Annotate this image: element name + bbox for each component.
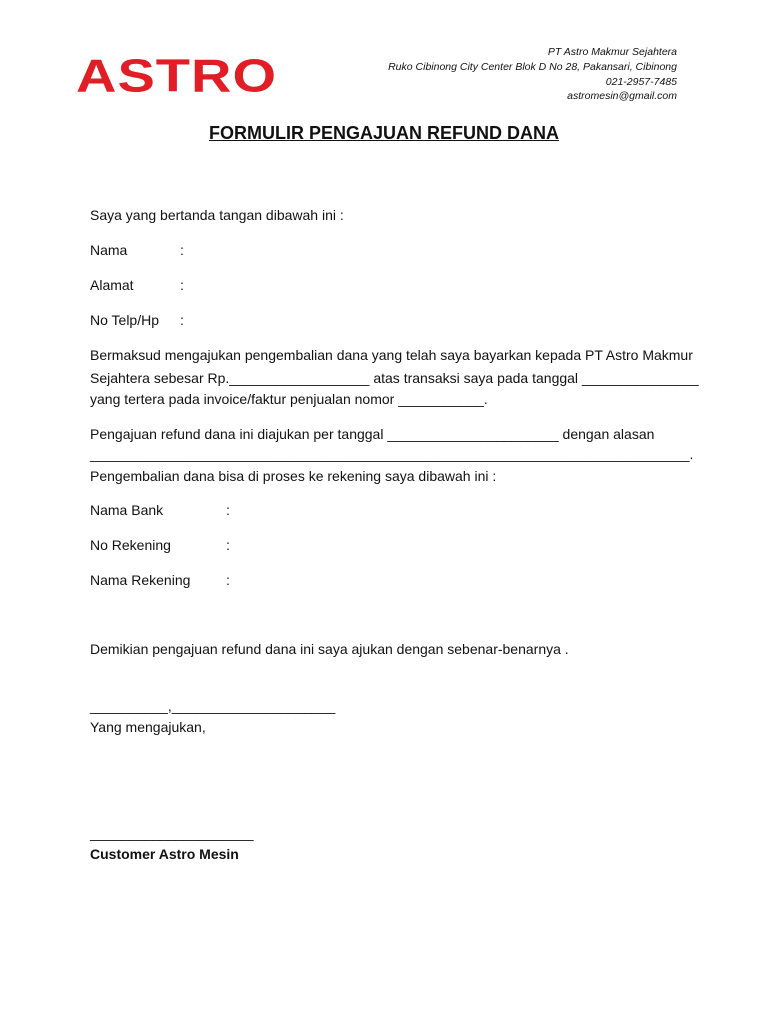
customer-label: Customer Astro Mesin <box>90 846 239 862</box>
company-email: astromesin@gmail.com <box>567 90 677 102</box>
label-no-rekening: No Rekening <box>90 537 171 553</box>
astro-logo: ASTRO <box>76 49 277 102</box>
label-nama: Nama <box>90 242 128 258</box>
colon-no-rekening: : <box>226 537 230 553</box>
paragraph1-line1: Bermaksud mengajukan pengembalian dana yang telah saya bayarkan kepada PT Astro Makmur <box>90 347 693 363</box>
label-telp: No Telp/Hp <box>90 312 160 328</box>
label-nama-rekening: Nama Rekening <box>90 572 191 588</box>
company-name: PT Astro Makmur Sejahtera <box>547 46 677 58</box>
date-place-line: __________,_____________________ <box>90 698 336 714</box>
signature-line: _____________________ <box>90 825 254 841</box>
paragraph1-line3: yang tertera pada invoice/faktur penjualan nomor ___________. <box>90 391 488 407</box>
colon-alamat: : <box>180 277 184 293</box>
company-phone: 021-2957-7485 <box>605 76 677 88</box>
colon-nama-bank: : <box>226 502 230 518</box>
company-address: Ruko Cibinong City Center Blok D No 28, Pakansari, Cibinong <box>388 61 677 73</box>
intro-text: Saya yang bertanda tangan dibawah ini : <box>90 207 344 223</box>
paragraph1-line2: Sejahtera sebesar Rp.__________________ atas transaksi saya pada tanggal _______________ <box>90 370 699 386</box>
label-nama-bank: Nama Bank <box>90 502 164 518</box>
colon-nama-rekening: : <box>226 572 230 588</box>
paragraph2-line2: _____________________________________________________________________________. <box>90 446 694 462</box>
paragraph2-line1: Pengajuan refund dana ini diajukan per tanggal ______________________ dengan alasan <box>90 426 655 442</box>
colon-telp: : <box>180 312 184 328</box>
label-alamat: Alamat <box>90 277 134 293</box>
bank-intro-text: Pengembalian dana bisa di proses ke rekening saya dibawah ini : <box>90 468 497 484</box>
closing-text: Demikian pengajuan refund dana ini saya ajukan dengan sebenar-benarnya . <box>90 641 569 657</box>
page-title: FORMULIR PENGAJUAN REFUND DANA <box>209 123 559 143</box>
submitter-label: Yang mengajukan, <box>90 719 206 735</box>
colon-nama: : <box>180 242 184 258</box>
